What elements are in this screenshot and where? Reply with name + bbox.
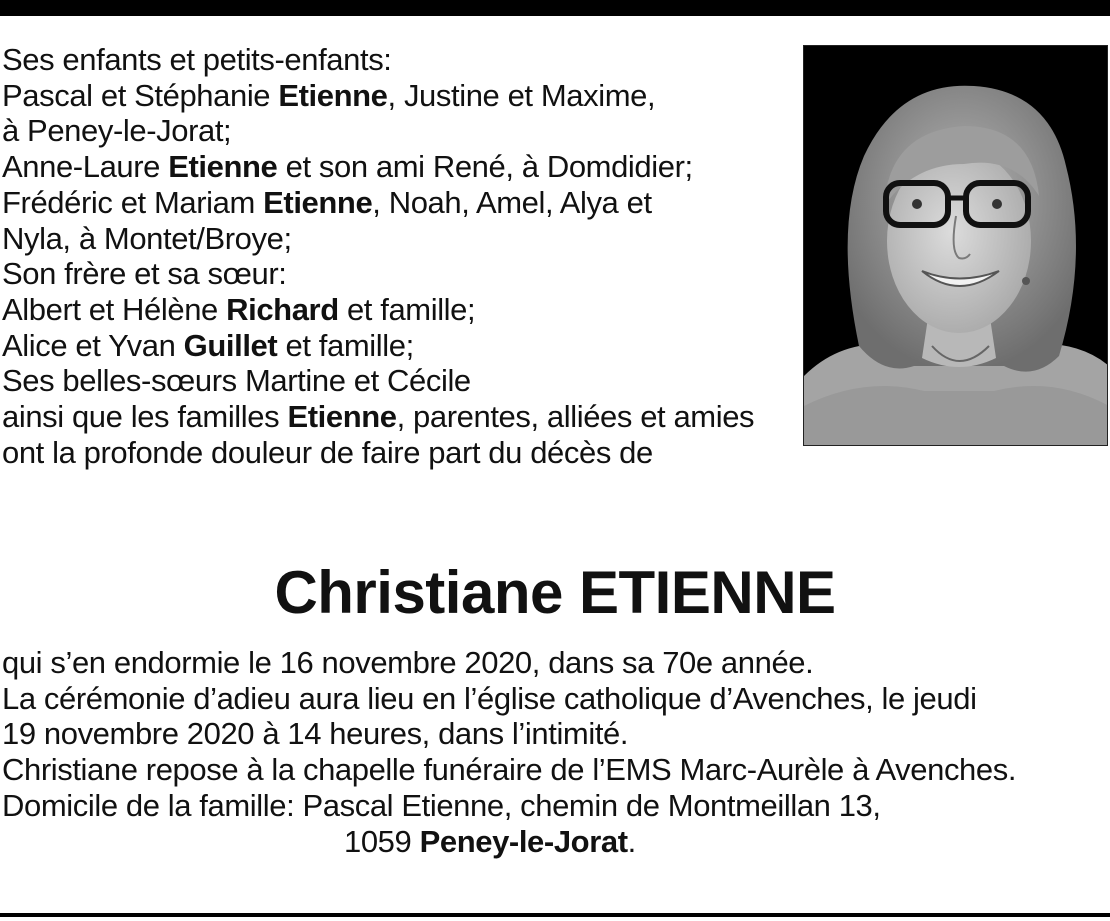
family-announcement xyxy=(2,42,802,470)
text-line xyxy=(2,149,802,185)
text-segment: Nyla, à Montet/Broye; xyxy=(2,220,292,256)
top-rule xyxy=(0,0,1110,16)
text-line xyxy=(2,399,802,435)
text-segment: à Peney-le-Jorat; xyxy=(2,113,232,149)
text-segment: Frédéric et Mariam xyxy=(2,184,264,220)
text-segment: qui s’en endormie le 16 novembre 2020, dans sa 70e année. xyxy=(2,645,814,680)
family-name: Guillet xyxy=(183,327,278,363)
portrait-photo xyxy=(803,45,1108,446)
text-segment: Son frère et sa sœur: xyxy=(2,256,287,292)
portrait-icon xyxy=(804,46,1108,446)
text-segment: Albert et Hélène xyxy=(2,291,227,327)
text-segment: La cérémonie d’adieu aura lieu en l’église catholique d’Avenches, le jeudi xyxy=(2,680,977,716)
family-name: Peney-le-Jorat xyxy=(419,823,628,859)
text-segment: et famille; xyxy=(338,291,476,327)
text-line xyxy=(2,681,1110,717)
text-line xyxy=(2,221,802,257)
text-segment: ainsi que les familles xyxy=(2,399,288,435)
text-line xyxy=(2,78,802,114)
family-name: Etienne xyxy=(263,184,373,220)
text-segment: Christiane repose à la chapelle funéraire de l’EMS Marc-Aurèle à Avenches. xyxy=(2,752,1017,788)
text-segment: , Noah, Amel, Alya et xyxy=(372,184,652,220)
text-line xyxy=(2,328,802,364)
text-segment: Alice et Yvan xyxy=(2,327,184,363)
text-segment: , Justine et Maxime, xyxy=(387,77,656,113)
bottom-rule xyxy=(0,913,1110,917)
text-line xyxy=(2,292,802,328)
text-segment: Pascal et Stéphanie xyxy=(2,77,279,113)
text-segment: 19 novembre 2020 à 14 heures, dans l’intimité. xyxy=(2,716,629,752)
family-name: Etienne xyxy=(287,399,397,435)
text-line xyxy=(2,435,802,471)
deceased-name: Christiane ETIENNE xyxy=(274,559,836,626)
text-line xyxy=(2,645,1110,681)
text-segment: Ses belles-sœurs Martine et Cécile xyxy=(2,363,471,399)
text-line xyxy=(2,113,802,149)
family-name: Etienne xyxy=(278,77,388,113)
text-line xyxy=(2,824,1110,860)
family-name: Etienne xyxy=(168,149,278,185)
text-segment: 1059 xyxy=(344,823,420,859)
text-segment: Anne-Laure xyxy=(2,149,169,185)
text-line xyxy=(2,788,1110,824)
text-segment: , parentes, alliées et amies xyxy=(396,399,755,435)
text-line xyxy=(2,185,802,221)
text-segment: et famille; xyxy=(277,327,414,363)
text-line xyxy=(2,752,1110,788)
text-segment: Domicile de la famille: Pascal Etienne, chemin de Montmeillan 13, xyxy=(2,787,881,823)
family-name: Richard xyxy=(226,291,339,327)
text-segment: Ses enfants et petits-enfants: xyxy=(2,42,392,77)
text-segment: . xyxy=(627,823,636,859)
text-line xyxy=(2,363,802,399)
text-line xyxy=(2,716,1110,752)
text-segment: ont la profonde douleur de faire part du décès de xyxy=(2,434,653,470)
text-line xyxy=(2,256,802,292)
text-line xyxy=(2,42,802,78)
text-segment: et son ami René, à Domdidier; xyxy=(277,149,693,185)
funeral-details xyxy=(2,645,1110,859)
